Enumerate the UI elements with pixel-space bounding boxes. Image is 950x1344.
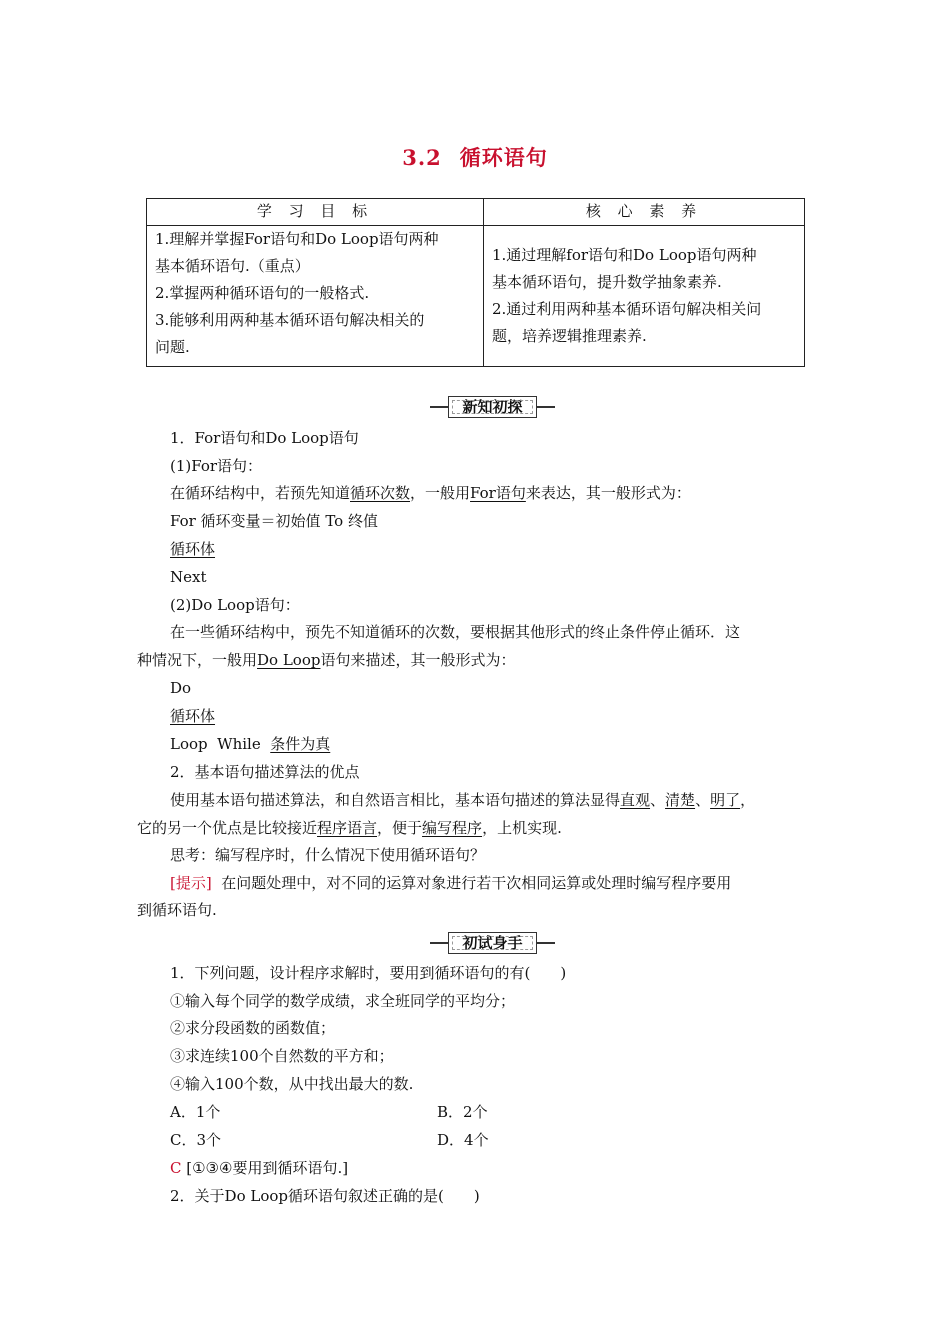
section-title: 循环语句 [459, 145, 548, 170]
blank-answer: 明了 [710, 791, 741, 809]
do-code-do: Do [170, 679, 192, 697]
question-2: 2．关于Do Loop循环语句叙述正确的是( ) [170, 1187, 480, 1205]
question-item: ②求分段函数的函数值； [170, 1019, 336, 1037]
do-loop-label: (2)Do Loop语句： [170, 596, 300, 614]
goal-line: 3.能够利用两种基本循环语句解决相关的 [155, 311, 425, 329]
question-item: ①输入每个同学的数学成绩，求全班同学的平均分； [170, 992, 516, 1010]
banner-label: 新知初探 [448, 396, 537, 418]
goal-line: 基本循环语句.（重点） [155, 257, 310, 275]
literacy-line: 2.通过利用两种基本循环语句解决相关问 [491, 300, 762, 318]
blank-answer: 直观 [620, 791, 651, 809]
option-c: C．3个 [170, 1131, 222, 1149]
blank-answer: 编写程序 [422, 819, 483, 837]
banner-trial [430, 932, 555, 954]
page-title [0, 142, 950, 172]
blank-answer: 清楚 [665, 791, 696, 809]
banner-rule [537, 406, 555, 408]
banner-label: 初试身手 [448, 932, 537, 954]
goals-header-left: 学 习 目 标 [147, 199, 484, 226]
option-b: B．2个 [437, 1103, 488, 1121]
question-item: ③求连续100个自然数的平方和； [170, 1047, 394, 1065]
do-loop-description-cont: 种情况下，一般用Do Loop语句来描述，其一般形式为： [137, 651, 516, 669]
advantage-paragraph-cont: 它的另一个优点是比较接近程序语言，便于编写程序，上机实现. [137, 819, 562, 837]
section1-heading: 1．For语句和Do Loop语句 [170, 429, 359, 447]
question-item: ④输入100个数，从中找出最大的数. [170, 1075, 414, 1093]
goal-line: 2.掌握两种循环语句的一般格式. [155, 284, 370, 302]
for-description: 在循环结构中，若预先知道循环次数，一般用For语句来表达，其一般形式为： [170, 484, 691, 502]
literacy-line: 1.通过理解for语句和Do Loop语句两种 [491, 246, 757, 264]
goal-line: 问题. [155, 338, 190, 356]
blank-answer: 程序语言 [317, 819, 378, 837]
goal-line: 1.理解并掌握For语句和Do Loop语句两种 [155, 230, 439, 248]
banner-new-knowledge [430, 396, 555, 418]
goals-cell-left [147, 226, 484, 367]
banner-rule [537, 942, 555, 944]
blank-answer: 循环次数 [350, 484, 411, 502]
banner-rule [430, 942, 448, 944]
question-1: 1．下列问题，设计程序求解时，要用到循环语句的有( ) [170, 964, 567, 982]
answer-line [170, 1157, 348, 1179]
do-loop-description: 在一些循环结构中，预先不知道循环的次数，要根据其他形式的终止条件停止循环．这 [170, 623, 741, 641]
do-code-loop: Loop While 条件为真 [170, 735, 331, 753]
think-question: 思考：编写程序时，什么情况下使用循环语句？ [170, 846, 486, 864]
option-d: D．4个 [437, 1131, 489, 1149]
for-label: (1)For语句： [170, 457, 263, 475]
answer-explanation: [①③④要用到循环语句.] [181, 1159, 349, 1177]
blank-answer: Do Loop [257, 651, 321, 669]
hint-label: [提示] [170, 874, 212, 892]
goals-table [146, 198, 805, 367]
do-code-body: 循环体 [170, 707, 216, 725]
advantage-paragraph: 使用基本语句描述算法，和自然语言相比，基本语句描述的算法显得直观、清楚、明了， [170, 791, 756, 809]
section-number: 3.2 [402, 145, 442, 170]
blank-answer: For语句 [470, 484, 526, 502]
for-code-body: 循环体 [170, 540, 216, 558]
literacy-line: 基本循环语句，提升数学抽象素养. [491, 273, 722, 291]
hint-line: [提示] 在问题处理中，对不同的运算对象进行若干次相同运算或处理时编写程序要用 [170, 874, 732, 892]
banner-rule [430, 406, 448, 408]
literacy-line: 题，培养逻辑推理素养. [491, 327, 647, 345]
blank-answer: 条件为真 [270, 735, 331, 753]
goals-cell-right [483, 226, 804, 367]
section2-heading: 2．基本语句描述算法的优点 [170, 763, 360, 781]
option-a: A．1个 [170, 1103, 221, 1121]
for-code-next: Next [170, 568, 207, 586]
goals-header-right: 核 心 素 养 [483, 199, 804, 226]
for-code-line: For 循环变量＝初始值 To 终值 [170, 512, 378, 530]
answer-letter: C [170, 1159, 182, 1177]
hint-line-cont: 到循环语句. [137, 901, 217, 919]
